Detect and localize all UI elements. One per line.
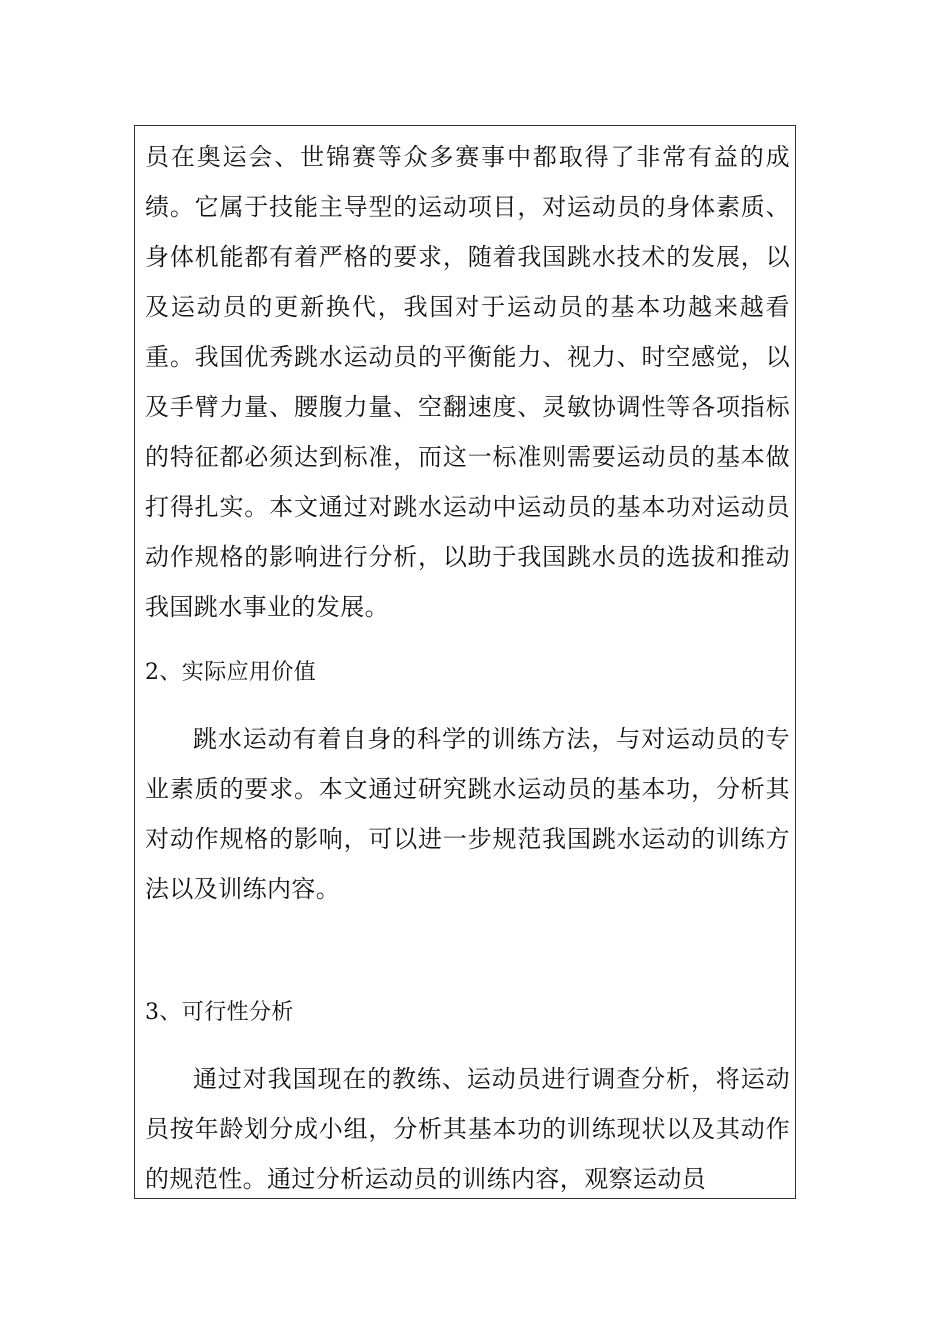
intro-paragraph: 员在奥运会、世锦赛等众多赛事中都取得了非常有益的成绩。它属于技能主导型的运动项目，对运动员的身体素质、身体机能都有着严格的要求，随着我国跳水技术的发展，以及运动员的更新换代，我国对于运动员的基本功越来越看重。我国优秀跳水运动员的平衡能力、视力、时空感觉，以及手臂力量、腰腹力量、空翻速度、灵敏协调性等各项指标的特征都必须达到标准，而这一标准则需要运动员的基本做打得扎实。本文通过对跳水运动中运动员的基本功对运动员动作规格的影响进行分析，以助于我国跳水员的选拔和推动我国跳水事业的发展。 [145, 143, 790, 621]
section-heading-feasibility: 3、可行性分析 [145, 1000, 294, 1025]
bordered-text-box [134, 125, 796, 1199]
section-paragraph-feasibility: 通过对我国现在的教练、运动员进行调查分析，将运动员按年龄划分成小组，分析其基本功的训练现状以及其动作的规范性。通过分析运动员的训练内容，观察运动员 [145, 1065, 790, 1193]
spacer [145, 914, 790, 988]
section-heading-application-value: 2、实际应用价值 [145, 660, 317, 685]
spacer [145, 698, 790, 714]
section-paragraph-application-value: 跳水运动有着自身的科学的训练方法，与对运动员的专业素质的要求。本文通过研究跳水运动员的基本功，分析其对动作规格的影响，可以进一步规范我国跳水运动的训练方法以及训练内容。 [145, 725, 790, 903]
spacer [145, 632, 790, 648]
document-body [145, 132, 790, 1199]
spacer [145, 1038, 790, 1054]
